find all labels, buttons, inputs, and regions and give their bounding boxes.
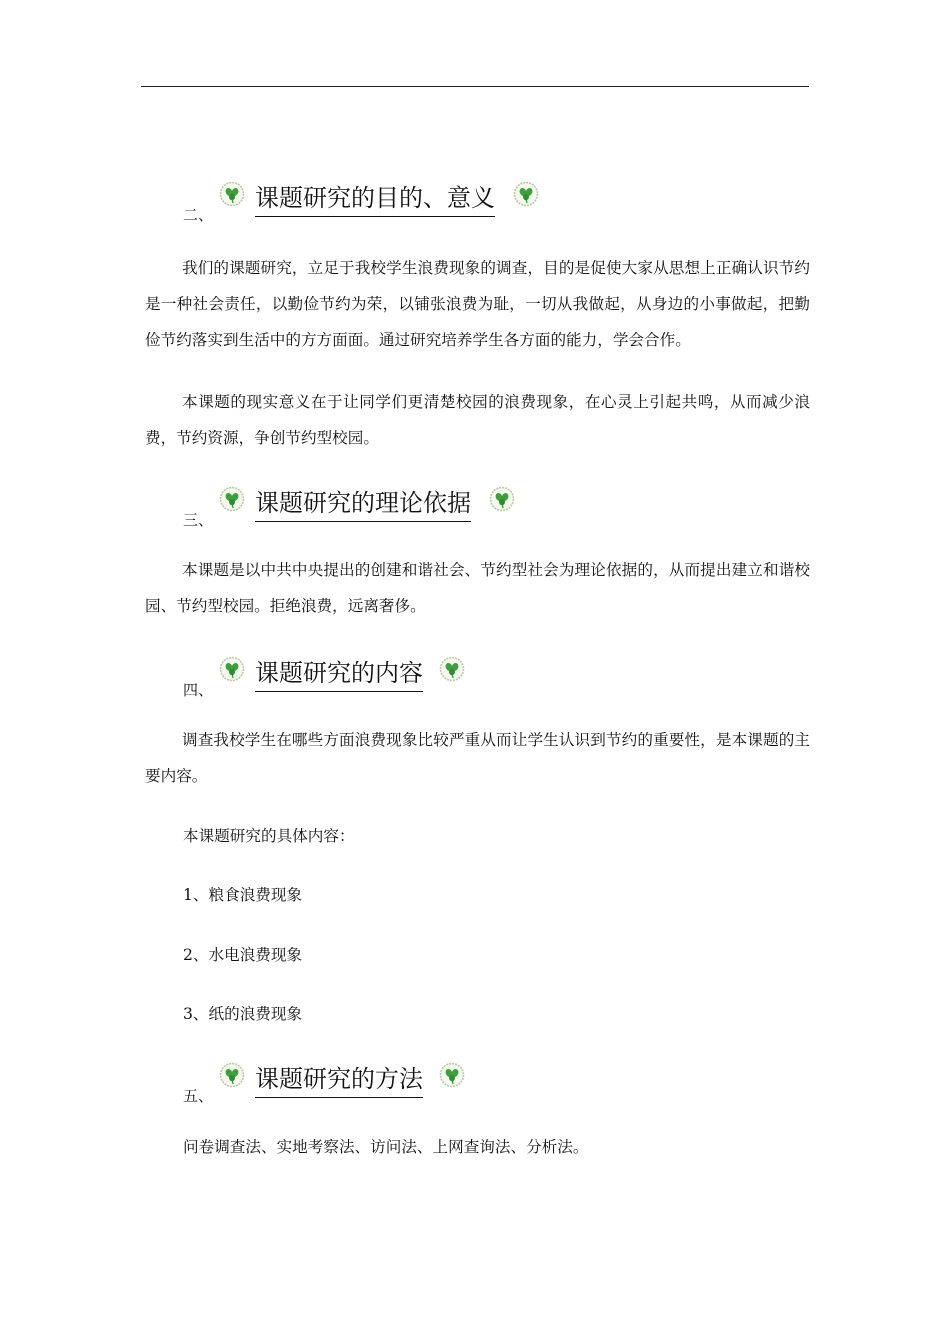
body-paragraph: 问卷调查法、实地考察法、访问法、上网查询法、分析法。 [183, 1138, 589, 1156]
body-paragraph: 调查我校学生在哪些方面浪费现象比较严重从而让学生认识到节约的重要性，是本课题的主要内容。 [145, 731, 810, 785]
green-clover-badge-icon [219, 181, 245, 207]
section-number: 三、 [183, 511, 214, 529]
body-paragraph: 我们的课题研究，立足于我校学生浪费现象的调查，目的是促使大家从思想上正确认识节约是一种社会责任，以勤俭节约为荣，以铺张浪费为耻，一切从我做起，从身边的小事做起，把勤俭节约落实到生活中的方方面面。通过研究培养学生各方面的能力，学会合作。 [145, 259, 810, 349]
list-intro: 本课题研究的具体内容： [183, 827, 355, 845]
section-heading-2 [183, 181, 583, 227]
section-heading-4 [183, 656, 513, 702]
green-clover-badge-icon [489, 486, 515, 512]
section-number: 四、 [183, 681, 214, 699]
list-item: 2、水电浪费现象 [183, 946, 303, 964]
green-clover-badge-icon [219, 656, 245, 682]
section-title: 课题研究的目的、意义 [255, 183, 495, 217]
body-paragraph: 本课题的现实意义在于让同学们更清楚校园的浪费现象，在心灵上引起共鸣，从而减少浪费，节约资源，争创节约型校园。 [145, 393, 810, 447]
section-number: 二、 [183, 206, 214, 224]
section-title: 课题研究的方法 [255, 1064, 423, 1098]
section-number: 五、 [183, 1087, 214, 1105]
section-heading-5 [183, 1062, 513, 1108]
section-title: 课题研究的理论依据 [255, 488, 471, 522]
header-rule [141, 86, 809, 87]
list-item: 3、纸的浪费现象 [183, 1005, 303, 1023]
green-clover-badge-icon [439, 656, 465, 682]
green-clover-badge-icon [513, 181, 539, 207]
list-item: 1、粮食浪费现象 [183, 886, 303, 904]
section-title: 课题研究的内容 [255, 658, 423, 692]
body-paragraph: 本课题是以中共中央提出的创建和谐社会、节约型社会为理论依据的，从而提出建立和谐校园、节约型校园。拒绝浪费，远离奢侈。 [145, 561, 810, 615]
section-heading-3 [183, 486, 563, 532]
green-clover-badge-icon [219, 486, 245, 512]
green-clover-badge-icon [439, 1062, 465, 1088]
green-clover-badge-icon [219, 1062, 245, 1088]
